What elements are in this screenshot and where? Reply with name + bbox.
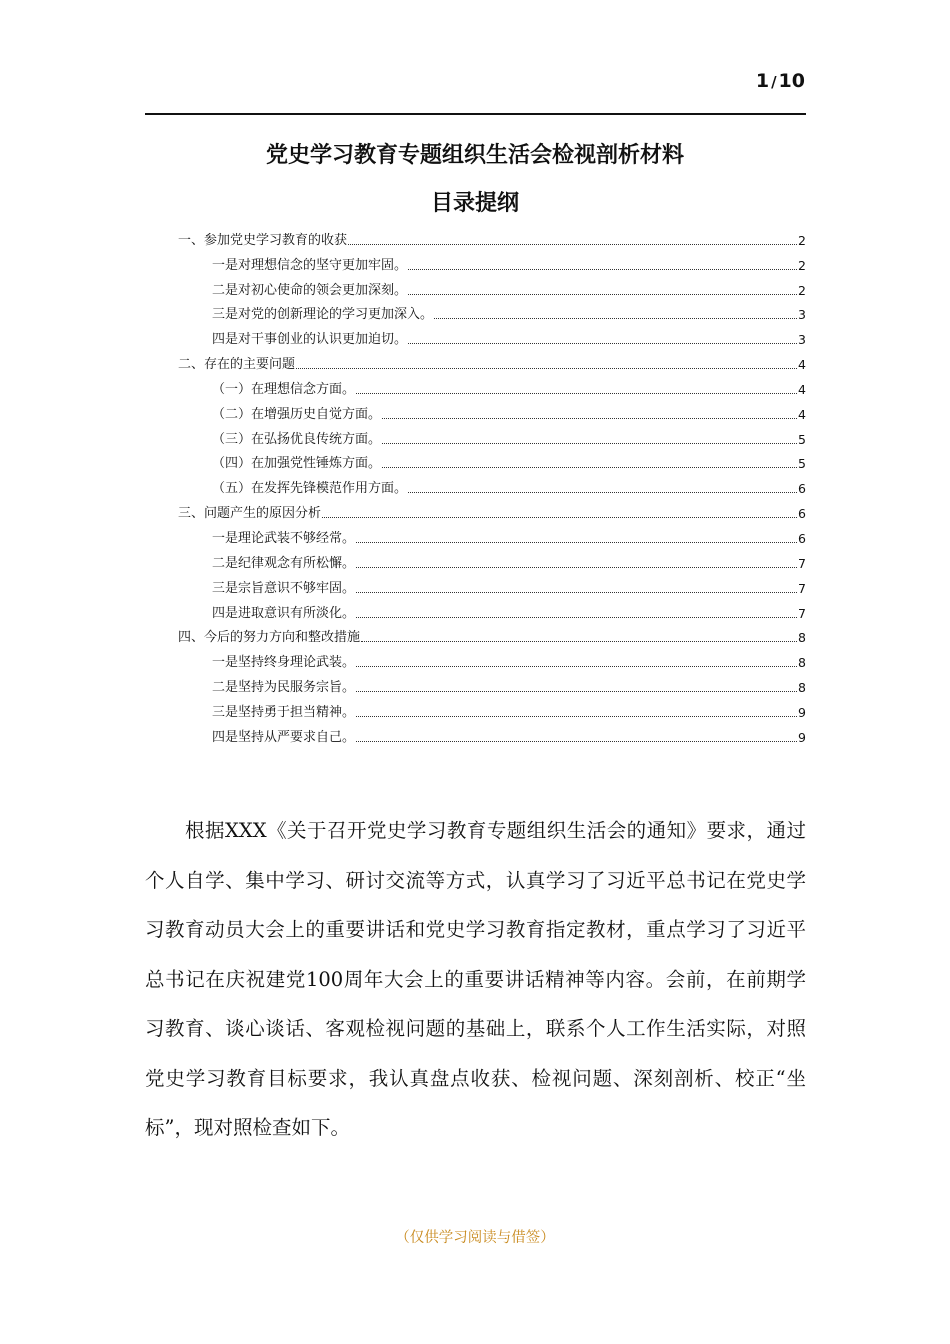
- header-rule: [145, 113, 806, 115]
- toc-entry-page: 8: [798, 655, 806, 671]
- body-paragraph: 根据XXX《关于召开党史学习教育专题组织生活会的通知》要求，通过个人自学、集中学习、研讨交流等方式，认真学习了习近平总书记在党史学习教育动员大会上的重要讲话和党史学习教育指定教材，重点学习了习近平总书记在庆祝建党100周年大会上的重要讲话精神等内容。会前，在前期学习教育、谈心谈话、客观检视问题的基础上，联系个人工作生活实际，对照党史学习教育目标要求，我认真盘点收获、检视问题、深刻剖析、校正“坐标”，现对照检查如下。: [145, 819, 806, 1139]
- toc-entry-page: 7: [798, 605, 806, 621]
- toc-dot-leader: [356, 542, 797, 543]
- toc-entry-label: （一）在理想信念方面。: [212, 381, 356, 397]
- toc-entry-label: 三是宗旨意识不够牢固。: [212, 580, 356, 596]
- toc-entry-page: 2: [798, 257, 806, 273]
- toc-entry[interactable]: [178, 373, 806, 398]
- toc-entry[interactable]: [178, 572, 806, 597]
- toc-entry-label: 四是坚持从严要求自己。: [212, 729, 356, 745]
- toc-entry[interactable]: [178, 224, 806, 249]
- toc-entry[interactable]: [178, 522, 806, 547]
- toc-entry-label: 三是对党的创新理论的学习更加深入。: [212, 307, 434, 323]
- toc-entry-label: （三）在弘扬优良传统方面。: [212, 431, 382, 447]
- toc-dot-leader: [434, 318, 797, 319]
- toc-entry[interactable]: [178, 348, 806, 373]
- toc-entry-label: 一、参加党史学习教育的收获: [178, 232, 348, 248]
- toc-dot-leader: [356, 741, 797, 742]
- toc-dot-leader: [382, 418, 797, 419]
- toc-dot-leader: [296, 368, 797, 369]
- toc-dot-leader: [348, 244, 797, 245]
- toc-entry[interactable]: [178, 249, 806, 274]
- toc-entry-label: 四、今后的努力方向和整改措施: [178, 630, 361, 646]
- toc-dot-leader: [356, 666, 797, 667]
- toc-dot-leader: [356, 691, 797, 692]
- toc-entry[interactable]: [178, 646, 806, 671]
- toc-dot-leader: [382, 467, 797, 468]
- toc-entry-page: 5: [798, 431, 806, 447]
- toc-entry-label: （五）在发挥先锋模范作用方面。: [212, 481, 408, 497]
- toc-entry-label: 三是坚持勇于担当精神。: [212, 704, 356, 720]
- toc-entry-label: 四是进取意识有所淡化。: [212, 605, 356, 621]
- toc-entry-label: 二是对初心使命的领会更加深刻。: [212, 282, 408, 298]
- page-separator: /: [771, 73, 777, 91]
- page-number: [756, 70, 805, 92]
- toc-entry[interactable]: [178, 274, 806, 299]
- toc-entry-label: 一是理论武装不够经常。: [212, 530, 356, 546]
- toc-dot-leader: [356, 716, 797, 717]
- toc-entry-label: 一是对理想信念的坚守更加牢固。: [212, 257, 408, 273]
- toc-dot-leader: [356, 393, 797, 394]
- toc-entry[interactable]: [178, 299, 806, 324]
- toc-entry[interactable]: [178, 622, 806, 647]
- toc-entry[interactable]: [178, 597, 806, 622]
- toc-entry-page: 3: [798, 307, 806, 323]
- toc-dot-leader: [356, 617, 797, 618]
- toc-entry-page: 2: [798, 282, 806, 298]
- toc-entry-page: 6: [798, 506, 806, 522]
- toc-entry-page: 7: [798, 580, 806, 596]
- toc-dot-leader: [408, 492, 797, 493]
- toc-dot-leader: [408, 294, 797, 295]
- toc-entry[interactable]: [178, 423, 806, 448]
- toc-entry[interactable]: [178, 721, 806, 746]
- page-current: 1: [755, 70, 770, 92]
- toc-entry[interactable]: [178, 323, 806, 348]
- toc-entry[interactable]: [178, 497, 806, 522]
- toc-entry[interactable]: [178, 547, 806, 572]
- footer-note: （仅供学习阅读与借签）: [395, 1230, 555, 1246]
- toc-entry-page: 6: [798, 481, 806, 497]
- toc-dot-leader: [361, 641, 797, 642]
- toc-heading: 目录提纲: [430, 191, 519, 216]
- toc-entry-page: 3: [798, 332, 806, 348]
- toc-dot-leader: [408, 269, 797, 270]
- toc-entry-page: 9: [798, 729, 806, 745]
- toc-entry[interactable]: [178, 472, 806, 497]
- toc-entry-label: （二）在增强历史自觉方面。: [212, 406, 382, 422]
- toc-entry-page: 8: [798, 680, 806, 696]
- toc-entry-page: 9: [798, 704, 806, 720]
- toc-entry-page: 4: [798, 381, 806, 397]
- toc-entry[interactable]: [178, 696, 806, 721]
- toc-entry-page: 2: [798, 232, 806, 248]
- toc-entry[interactable]: [178, 398, 806, 423]
- table-of-contents: [178, 224, 806, 746]
- document-title: 党史学习教育专题组织生活会检视剖析材料: [265, 143, 684, 168]
- toc-entry[interactable]: [178, 448, 806, 473]
- toc-entry-page: 6: [798, 530, 806, 546]
- toc-entry-label: （四）在加强党性锤炼方面。: [212, 456, 382, 472]
- toc-entry-page: 4: [798, 406, 806, 422]
- toc-dot-leader: [382, 443, 797, 444]
- toc-entry-label: 二是纪律观念有所松懈。: [212, 555, 356, 571]
- toc-entry-page: 8: [798, 630, 806, 646]
- toc-dot-leader: [408, 343, 797, 344]
- toc-entry-label: 四是对干事创业的认识更加迫切。: [212, 332, 408, 348]
- toc-dot-leader: [322, 517, 797, 518]
- toc-entry-label: 二是坚持为民服务宗旨。: [212, 680, 356, 696]
- toc-entry-page: 5: [798, 456, 806, 472]
- toc-entry-page: 4: [798, 357, 806, 373]
- page-total: 10: [778, 70, 805, 92]
- toc-entry[interactable]: [178, 671, 806, 696]
- toc-entry-label: 三、问题产生的原因分析: [178, 506, 322, 522]
- toc-dot-leader: [356, 567, 797, 568]
- toc-dot-leader: [356, 592, 797, 593]
- toc-entry-label: 一是坚持终身理论武装。: [212, 655, 356, 671]
- toc-entry-page: 7: [798, 555, 806, 571]
- toc-entry-label: 二、存在的主要问题: [178, 357, 296, 373]
